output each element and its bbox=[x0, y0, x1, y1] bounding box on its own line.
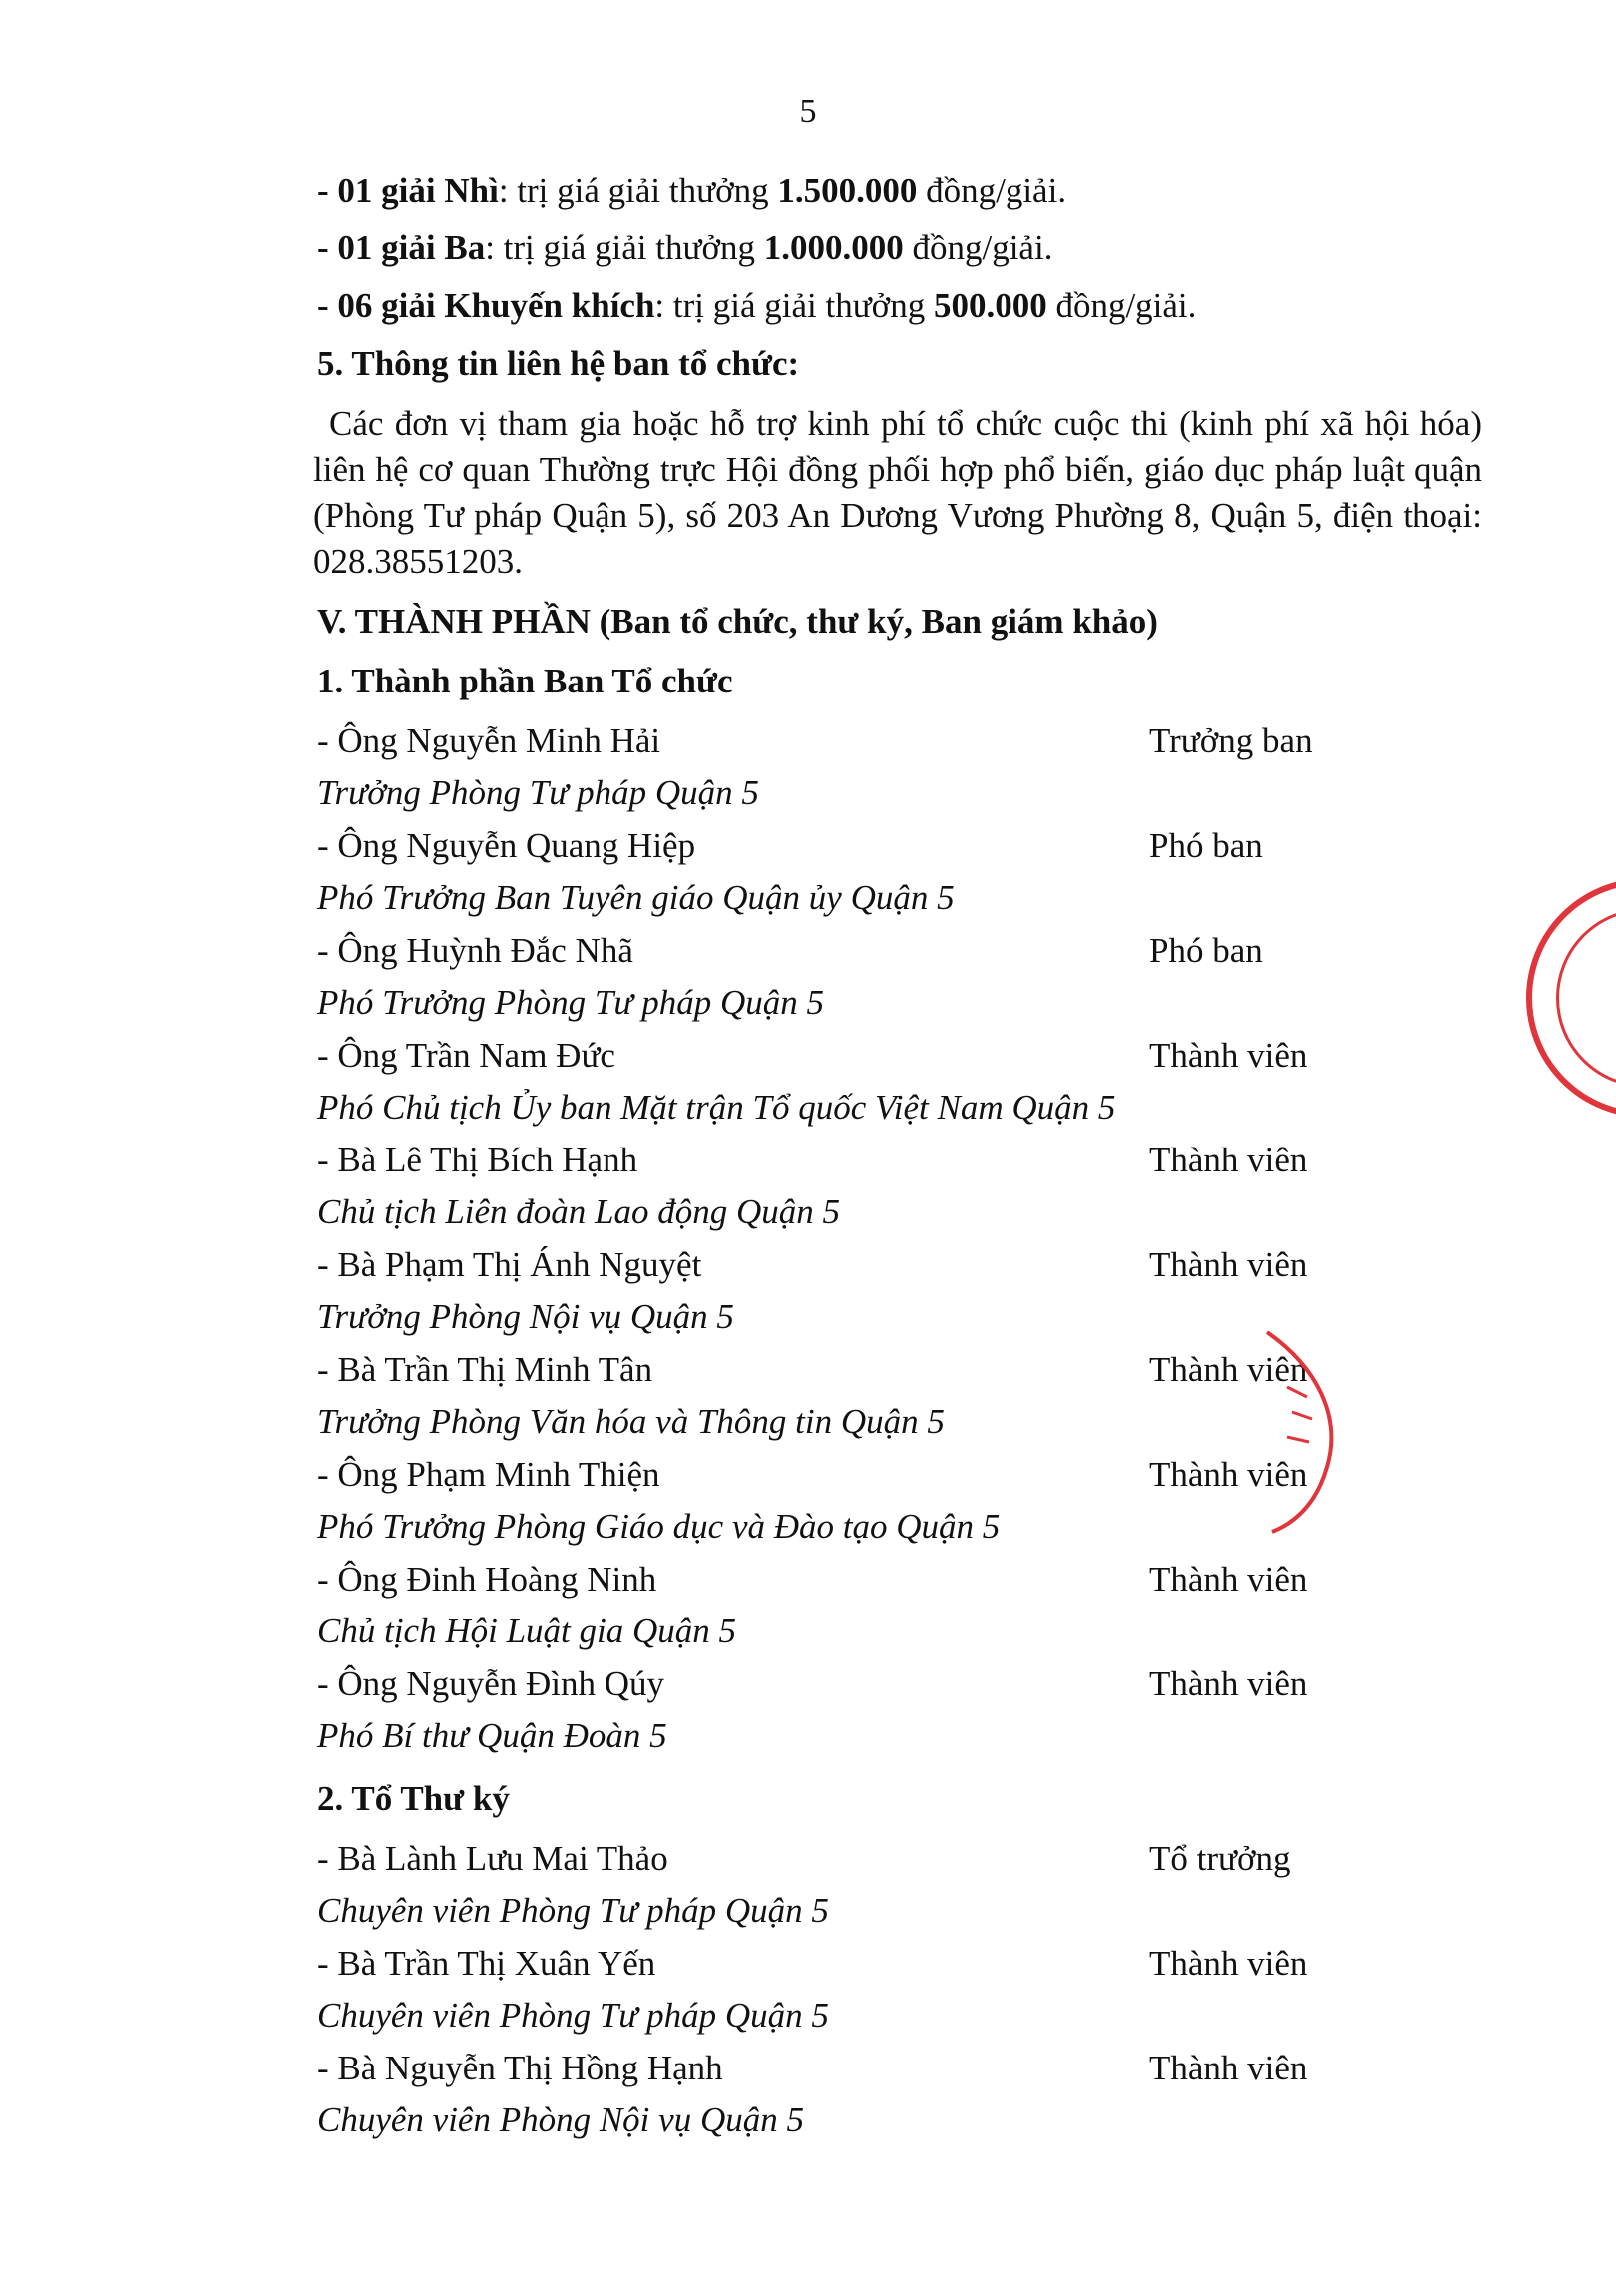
member-role: Thành viên bbox=[1149, 1944, 1308, 1983]
member-title: Trưởng Phòng Nội vụ Quận 5 bbox=[317, 1297, 734, 1336]
member-name: - Bà Trần Thị Minh Tân bbox=[317, 1350, 653, 1389]
member-name: - Ông Đinh Hoàng Ninh bbox=[317, 1560, 657, 1599]
member-role: Thành viên bbox=[1149, 1036, 1308, 1075]
member-name: - Bà Lê Thị Bích Hạnh bbox=[317, 1141, 638, 1179]
member-title: Chủ tịch Liên đoàn Lao động Quận 5 bbox=[317, 1192, 841, 1231]
member-role: Trưởng ban bbox=[1149, 721, 1313, 760]
contact-heading: 5. Thông tin liên hệ ban tổ chức: bbox=[317, 344, 800, 383]
member-name: - Ông Nguyễn Đình Qúy bbox=[317, 1664, 665, 1703]
prize-item-second: - 01 giải Nhì: trị giá giải thưởng 1.500.000 đồng/giải. bbox=[317, 171, 1067, 210]
member-role: Tổ trưởng bbox=[1149, 1839, 1291, 1878]
prize-name: 01 giải Nhì bbox=[337, 171, 499, 210]
member-name: - Bà Trần Thị Xuân Yến bbox=[317, 1944, 656, 1983]
member-title: Phó Trưởng Ban Tuyên giáo Quận ủy Quận 5 bbox=[317, 878, 955, 917]
list-item bbox=[317, 1836, 1482, 1941]
list-item bbox=[317, 1033, 1482, 1138]
section-spacer bbox=[317, 1766, 1482, 1776]
member-role: Thành viên bbox=[1149, 1245, 1308, 1284]
list-item bbox=[317, 1941, 1482, 2046]
contact-paragraph: Các đơn vị tham gia hoặc hỗ trợ kinh phí tổ chức cuộc thi (kinh phí xã hội hóa) liên hệ cơ quan Thường trực Hội đồng phối hợp phổ biến, giáo dục pháp luật quận (Phòng Tư pháp Quận 5), số 203 An Dương Vương Phường 8, Quận 5, điện thoại: 028.38551203. bbox=[313, 404, 1482, 581]
member-name: - Ông Trần Nam Đức bbox=[317, 1036, 615, 1075]
member-name: - Bà Phạm Thị Ánh Nguyệt bbox=[317, 1245, 702, 1284]
list-item bbox=[317, 1138, 1482, 1242]
member-title: Chủ tịch Hội Luật gia Quận 5 bbox=[317, 1611, 737, 1650]
member-title: Phó Trưởng Phòng Giáo dục và Đào tạo Quận 5 bbox=[317, 1507, 1001, 1546]
prize-item-third: - 01 giải Ba: trị giá giải thưởng 1.000.000 đồng/giải. bbox=[317, 229, 1053, 267]
list-item bbox=[317, 823, 1482, 928]
member-title: Trưởng Phòng Văn hóa và Thông tin Quận 5 bbox=[317, 1402, 945, 1441]
member-title: Trưởng Phòng Tư pháp Quận 5 bbox=[317, 773, 759, 812]
page-number: 5 bbox=[799, 93, 817, 130]
organizing-committee-heading: 1. Thành phần Ban Tổ chức bbox=[317, 662, 733, 700]
member-title: Chuyên viên Phòng Tư pháp Quận 5 bbox=[317, 1996, 829, 2035]
organizing-member-list bbox=[317, 718, 1482, 1766]
member-name: - Bà Nguyễn Thị Hồng Hạnh bbox=[317, 2049, 723, 2087]
prize-list bbox=[317, 168, 1482, 341]
secretariat-heading: 2. Tổ Thư ký bbox=[317, 1779, 510, 1818]
signature-mark bbox=[1257, 1327, 1347, 1537]
prize-amount: 1.000.000 bbox=[763, 229, 904, 267]
member-name: - Ông Nguyễn Minh Hải bbox=[317, 721, 661, 760]
member-title: Phó Trưởng Phòng Tư pháp Quận 5 bbox=[317, 983, 825, 1022]
member-name: - Ông Phạm Minh Thiện bbox=[317, 1455, 660, 1494]
list-item bbox=[317, 718, 1482, 823]
member-role: Thành viên bbox=[1149, 1350, 1308, 1389]
list-item bbox=[317, 2046, 1482, 2150]
list-item bbox=[317, 1557, 1482, 1661]
member-title: Phó Bí thư Quận Đoàn 5 bbox=[317, 1716, 667, 1755]
prize-name: 01 giải Ba bbox=[337, 229, 486, 267]
member-role: Phó ban bbox=[1149, 931, 1263, 970]
list-item bbox=[317, 1661, 1482, 1766]
prize-amount: 500.000 bbox=[933, 286, 1047, 325]
member-name: - Ông Nguyễn Quang Hiệp bbox=[317, 826, 696, 865]
list-item bbox=[317, 928, 1482, 1033]
document-body bbox=[313, 168, 1482, 2150]
member-name: - Ông Huỳnh Đắc Nhã bbox=[317, 931, 633, 970]
member-name: - Bà Lành Lưu Mai Thảo bbox=[317, 1839, 668, 1878]
prize-item-consolation: - 06 giải Khuyến khích: trị giá giải thưởng 500.000 đồng/giải. bbox=[317, 286, 1197, 325]
member-role: Phó ban bbox=[1149, 826, 1263, 865]
member-role: Thành viên bbox=[1149, 2049, 1308, 2087]
prize-name: 06 giải Khuyến khích bbox=[337, 286, 655, 325]
member-role: Thành viên bbox=[1149, 1141, 1308, 1179]
member-title: Chuyên viên Phòng Nội vụ Quận 5 bbox=[317, 2100, 804, 2139]
member-role: Thành viên bbox=[1149, 1664, 1308, 1703]
member-title: Chuyên viên Phòng Tư pháp Quận 5 bbox=[317, 1891, 829, 1930]
prize-amount: 1.500.000 bbox=[777, 171, 918, 210]
member-role: Thành viên bbox=[1149, 1560, 1308, 1599]
member-title: Phó Chủ tịch Ủy ban Mặt trận Tổ quốc Việt Nam Quận 5 bbox=[317, 1088, 1116, 1127]
secretariat-member-list bbox=[317, 1836, 1482, 2150]
section-v-heading: V. THÀNH PHẦN (Ban tổ chức, thư ký, Ban giám khảo) bbox=[317, 602, 1158, 641]
member-role: Thành viên bbox=[1149, 1455, 1308, 1494]
